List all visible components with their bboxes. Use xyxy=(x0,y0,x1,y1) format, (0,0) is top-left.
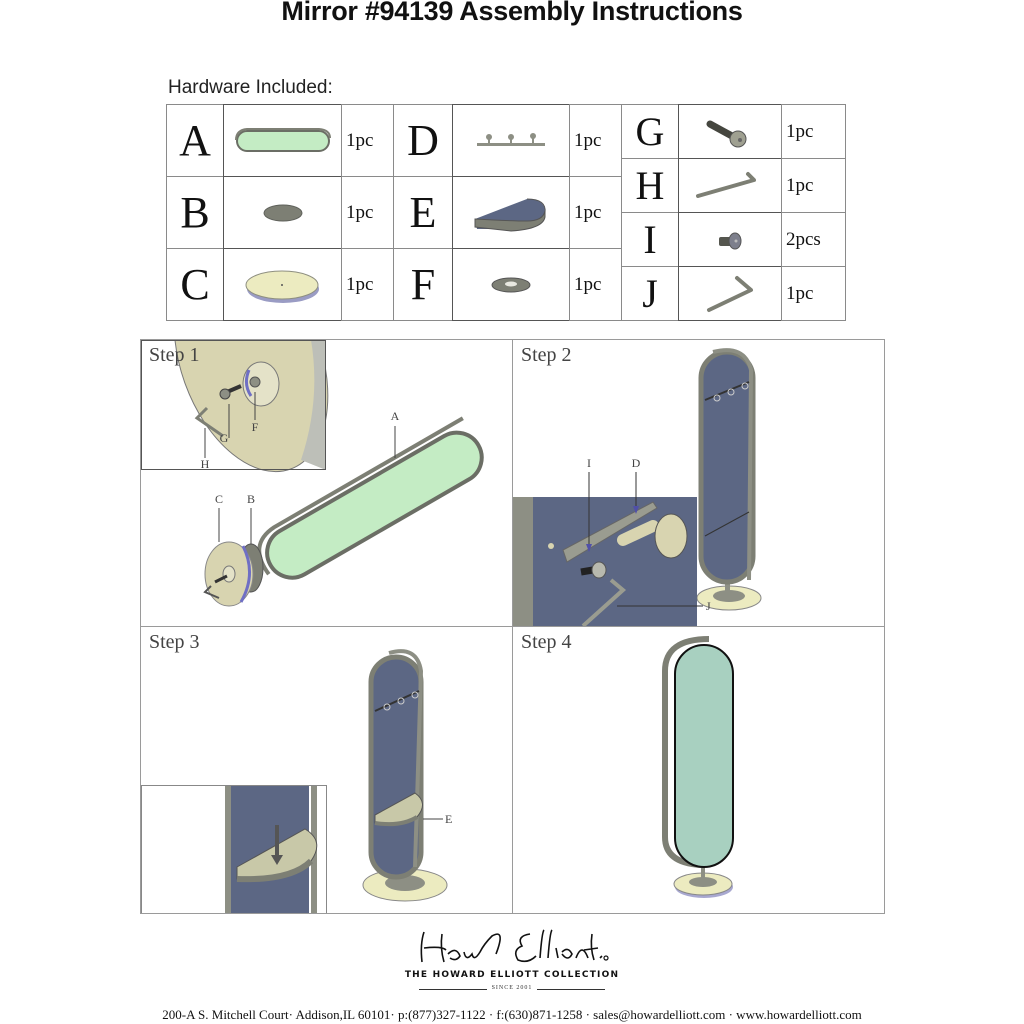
hardware-qty: 1pc xyxy=(569,104,622,177)
hardware-letter: A xyxy=(166,104,224,177)
brand-name: THE HOWARD ELLIOTT COLLECTION xyxy=(404,970,620,980)
hardware-letter: E xyxy=(393,176,453,249)
hardware-letter: I xyxy=(621,212,679,267)
step-1-diagram xyxy=(141,340,512,626)
hardware-qty: 1pc xyxy=(341,248,394,321)
callout-j: J xyxy=(706,599,711,613)
hardware-letter: H xyxy=(621,158,679,213)
callout-d: D xyxy=(631,456,641,470)
hook-rail-icon xyxy=(452,104,570,177)
hardware-qty: 1pc xyxy=(341,104,394,177)
callout-e: E xyxy=(445,812,453,826)
callout-g: G xyxy=(219,431,229,445)
hardware-letter: J xyxy=(621,266,679,321)
callout-h: H xyxy=(200,457,210,471)
page-title: Mirror #94139 Assembly Instructions xyxy=(281,0,743,26)
hardware-qty: 1pc xyxy=(781,104,846,159)
small-disc-icon xyxy=(223,176,342,249)
step-2-diagram xyxy=(513,340,884,626)
brand-since: SINCE 2001 xyxy=(491,985,533,991)
step-4-panel xyxy=(512,626,885,914)
assembled-mirror-illustration xyxy=(665,639,733,898)
mirror-panel-icon xyxy=(223,104,342,177)
step-3-inset xyxy=(141,785,327,913)
step-2-label: Step 2 xyxy=(521,344,572,366)
step-2-inset xyxy=(513,472,703,626)
hardware-letter: D xyxy=(393,104,453,177)
hardware-qty: 1pc xyxy=(341,176,394,249)
step-3-panel xyxy=(140,626,513,914)
step-1-panel xyxy=(140,339,513,627)
hardware-letter: B xyxy=(166,176,224,249)
hardware-letter: C xyxy=(166,248,224,321)
callout-b: B xyxy=(246,492,256,506)
base-disc-icon xyxy=(223,248,342,321)
hardware-letter: F xyxy=(393,248,453,321)
hardware-qty: 1pc xyxy=(781,266,846,321)
half-moon-shelf-icon xyxy=(452,176,570,249)
howard-elliott-signature-logo xyxy=(412,924,612,968)
washer-icon xyxy=(452,248,570,321)
hardware-qty: 2pcs xyxy=(781,212,846,267)
hardware-included-label: Hardware Included: xyxy=(168,77,333,98)
callout-c: C xyxy=(214,492,224,506)
step-4-label: Step 4 xyxy=(521,631,572,653)
long-bolt-icon xyxy=(678,104,782,159)
callout-i: I xyxy=(587,456,591,470)
hardware-letter: G xyxy=(621,104,679,159)
step-4-diagram xyxy=(513,627,884,913)
callout-a: A xyxy=(390,409,400,423)
callout-f: F xyxy=(251,420,259,434)
mirror-with-shelf-illustration xyxy=(363,651,447,901)
short-bolt-icon xyxy=(678,212,782,267)
step-3-diagram xyxy=(141,627,512,913)
step-1-label: Step 1 xyxy=(149,344,200,366)
small-allen-key-icon xyxy=(678,266,782,321)
step-3-label: Step 3 xyxy=(149,631,200,653)
large-allen-key-icon xyxy=(678,158,782,213)
step-2-panel xyxy=(512,339,885,627)
mirror-back-illustration xyxy=(697,350,761,610)
hardware-qty: 1pc xyxy=(569,176,622,249)
divider-right xyxy=(537,989,605,990)
hardware-qty: 1pc xyxy=(781,158,846,213)
footer-contact: 200-A S. Mitchell Court· Addison,IL 60101· p:(877)327-1122 · f:(630)871-1258 · sales@howardelliott.com · www.howardelliott.com xyxy=(162,1007,862,1022)
hardware-qty: 1pc xyxy=(569,248,622,321)
